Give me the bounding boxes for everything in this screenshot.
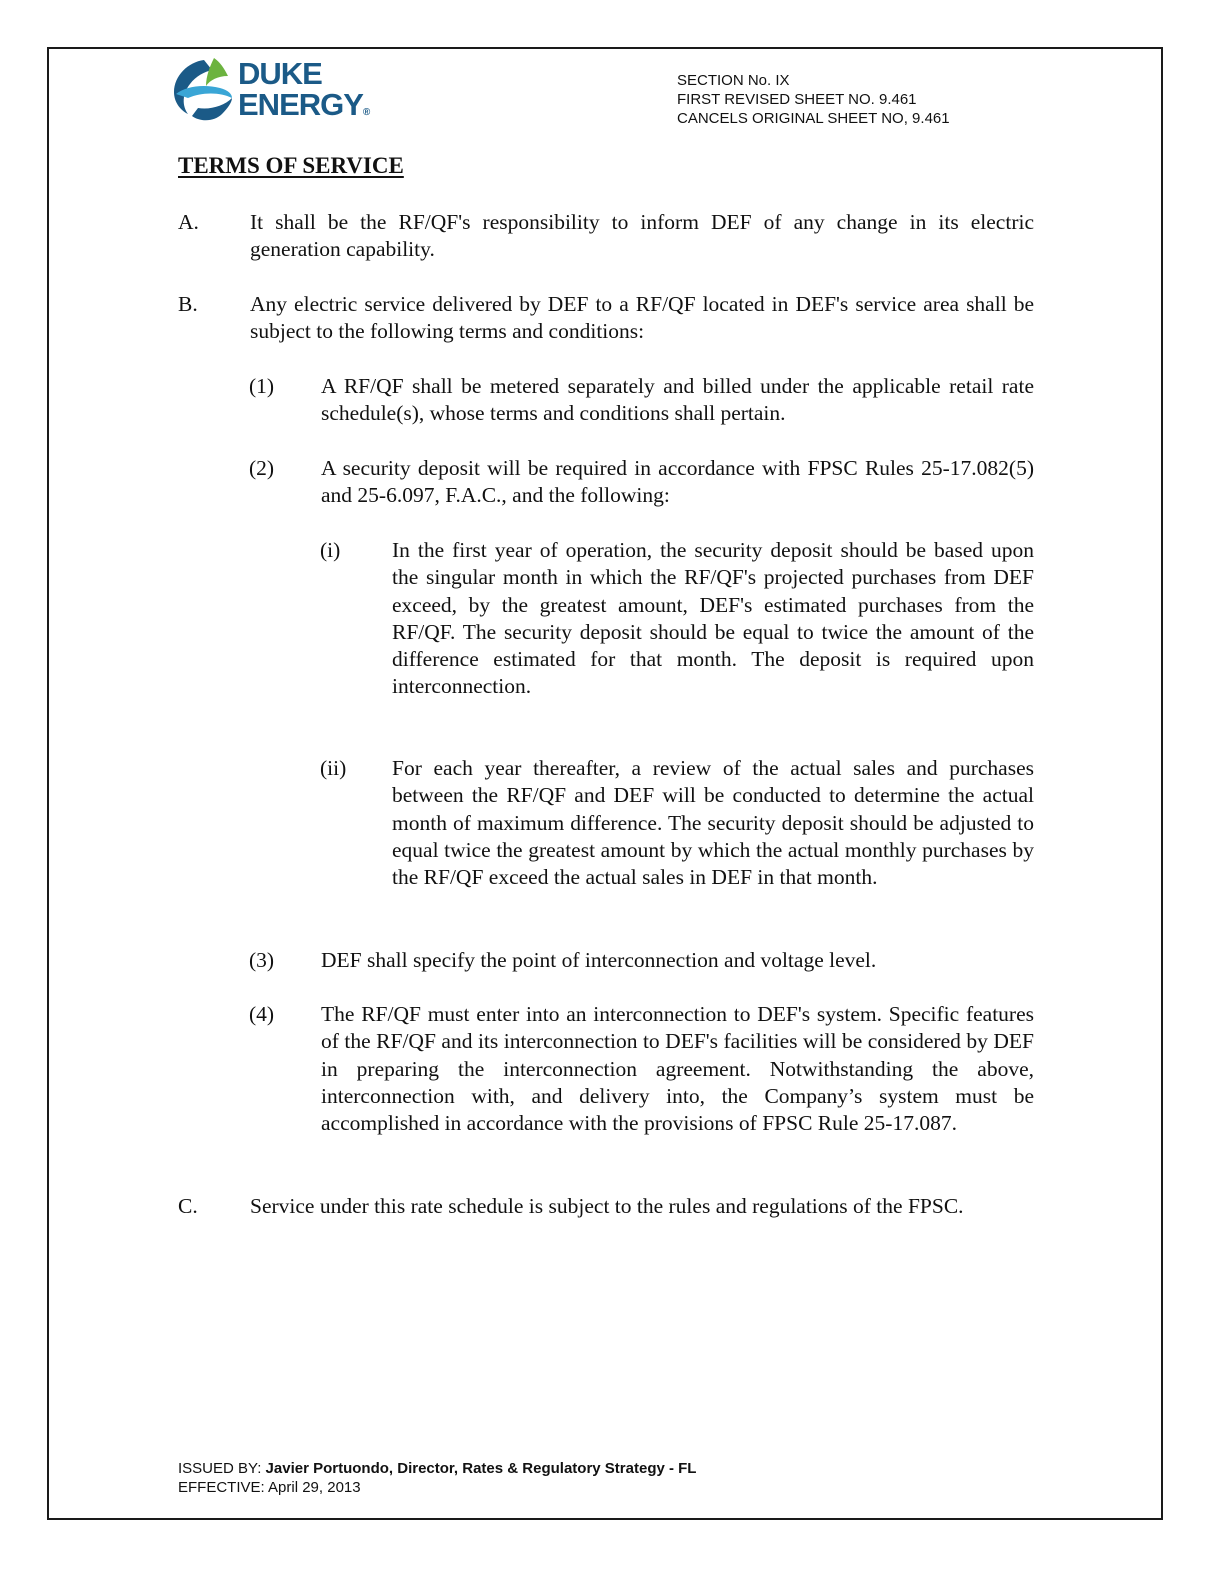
section-number: SECTION No. IX (677, 72, 790, 89)
page-title: TERMS OF SERVICE (178, 153, 404, 178)
item-b2-label: (2) (249, 456, 275, 480)
item-b4-label: (4) (249, 1002, 275, 1026)
item-b1-label: (1) (249, 374, 275, 398)
item-b2-i-text: In the first year of operation, the security deposit should be based upon the singular month in which the RF/QF's projected purchases from DEF exceed, by the greatest amount, DEF's estimated purchases from the RF/QF. The security deposit should be equal to twice the amount of the difference estimated for that month. The deposit is required upon interconnection. (392, 538, 1034, 699)
item-b1-text: A RF/QF shall be metered separately and billed under the applicable retail rate schedule(s), whose terms and conditions shall pertain. (321, 374, 1034, 426)
logo-word-energy: ENERGY (238, 87, 363, 122)
duke-energy-swirl-icon (170, 56, 236, 126)
logo-word-duke: DUKE (238, 56, 322, 91)
effective-label: EFFECTIVE: (178, 1479, 265, 1496)
cancels-sheet: CANCELS ORIGINAL SHEET NO, 9.461 (677, 110, 950, 127)
item-b3-label: (3) (249, 948, 275, 972)
effective-value: April 29, 2013 (268, 1479, 361, 1496)
item-b2-i-label: (i) (320, 538, 341, 562)
item-b2-text: A security deposit will be required in accordance with FPSC Rules 25-17.082(5) and 25-6.097, F.A.C., and the following: (321, 456, 1034, 508)
item-a-label: A. (178, 210, 199, 234)
issued-by-label: ISSUED BY: (178, 1460, 262, 1477)
registered-mark: ® (362, 107, 371, 118)
item-b3-text: DEF shall specify the point of interconnection and voltage level. (321, 948, 877, 972)
effective-line (178, 1478, 696, 1497)
item-a-text: It shall be the RF/QF's responsibility to inform DEF of any change in its electric generation capability. (250, 210, 1034, 262)
item-c-label: C. (178, 1194, 198, 1218)
item-b2-ii-label: (ii) (320, 756, 347, 780)
issued-by-value: Javier Portuondo, Director, Rates & Regulatory Strategy - FL (265, 1460, 697, 1477)
item-b2-ii-text: For each year thereafter, a review of the actual sales and purchases between the RF/QF and DEF will be conducted to determine the actual month of maximum difference. The security deposit should be adjusted to equal twice the greatest amount by which the actual monthly purchases by the RF/QF exceed the actual sales in DEF in that month. (392, 756, 1034, 890)
sheet-number: FIRST REVISED SHEET NO. 9.461 (677, 91, 917, 108)
duke-energy-logo (170, 56, 380, 126)
item-b4-text: The RF/QF must enter into an interconnection to DEF's system. Specific features of the RF/QF and its interconnection to DEF's facilities will be considered by DEF in preparing the interconnection agreement. Notwithstanding the above, interconnection with, and delivery into, the Company’s system must be accomplished in accordance with the provisions of FPSC Rule 25-17.087. (321, 1002, 1034, 1136)
item-b-text: Any electric service delivered by DEF to a RF/QF located in DEF's service area shall be subject to the following terms and conditions: (250, 292, 1034, 344)
sheet-info (677, 71, 950, 128)
item-b-label: B. (178, 292, 198, 316)
issued-by-line (178, 1459, 696, 1478)
footer (178, 1459, 696, 1497)
item-c-text: Service under this rate schedule is subject to the rules and regulations of the FPSC. (250, 1194, 964, 1218)
